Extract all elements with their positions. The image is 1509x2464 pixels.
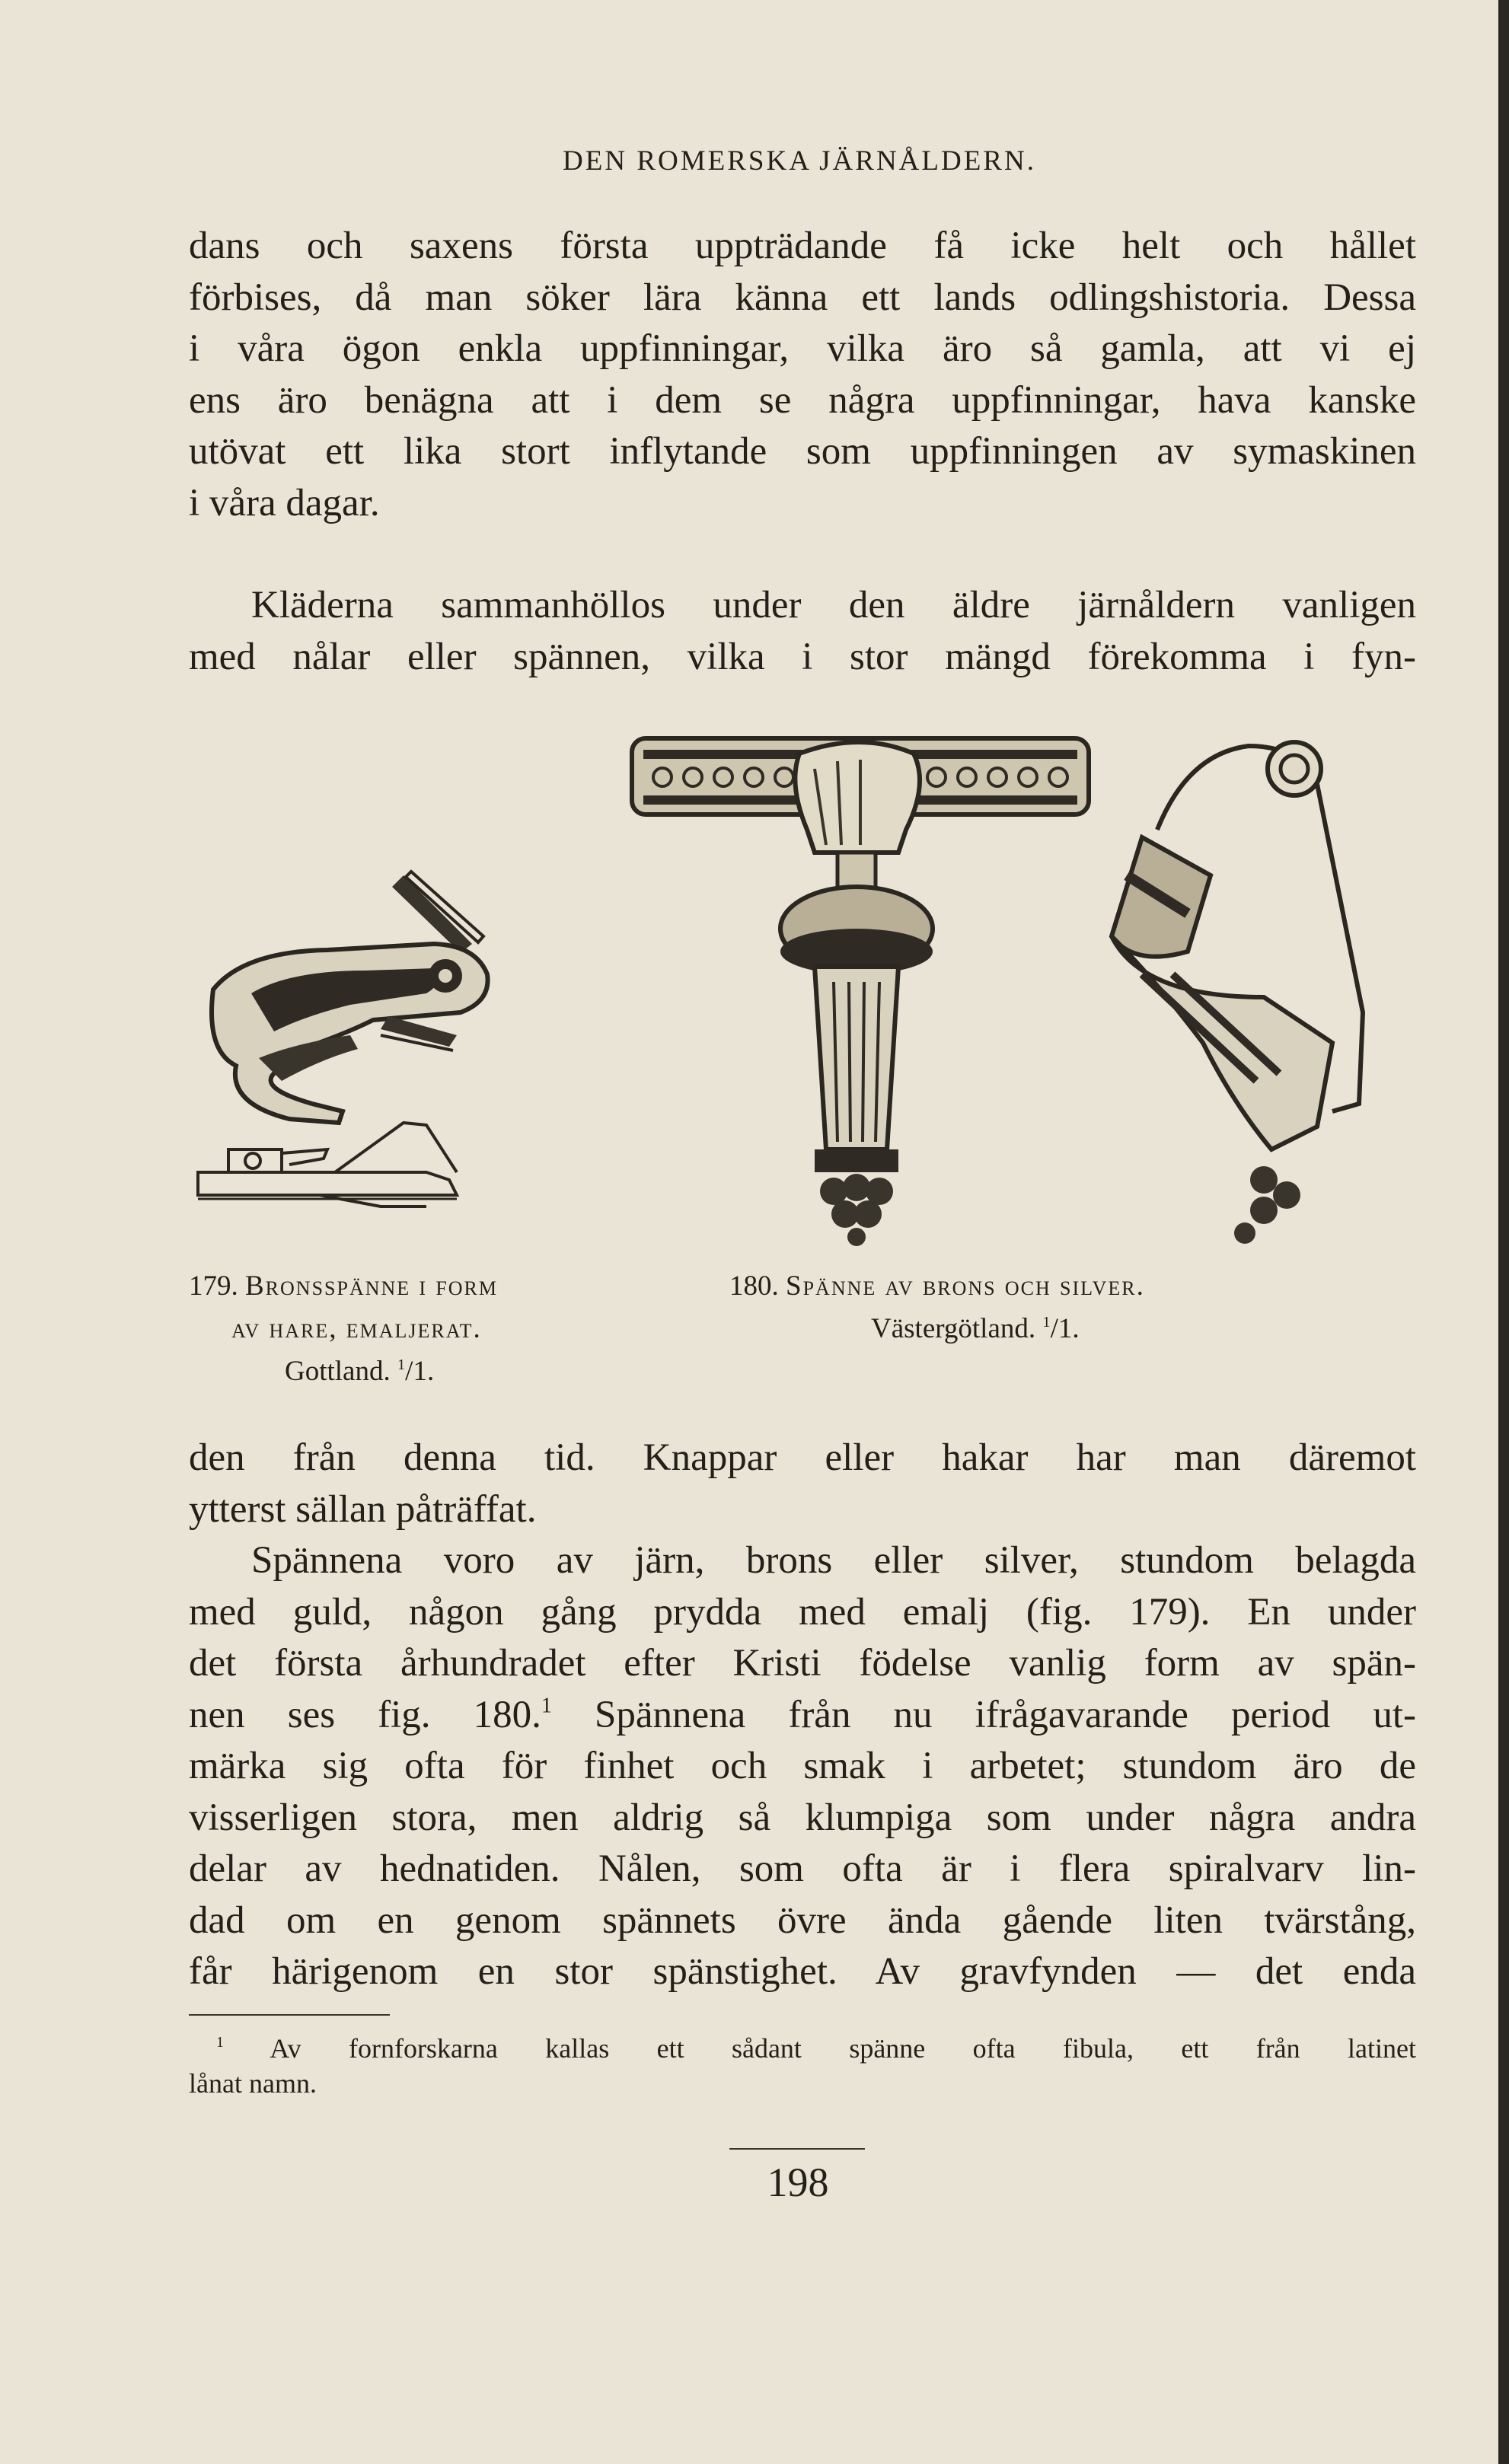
caption-line <box>189 1308 498 1350</box>
caption-line <box>189 1265 498 1308</box>
caption-line <box>729 1265 1145 1308</box>
text-line: Spännena voro av järn, brons eller silver, stundom belagda <box>251 1539 1416 1582</box>
footnote-text: Av fornforskarna kallas ett sådant spänne ofta fibula, ett från latinet <box>270 2033 1416 2064</box>
paragraph-1 <box>189 221 1416 529</box>
paragraph-3 <box>189 1433 1416 1998</box>
fibula-illustration <box>609 723 1431 1256</box>
text-line: med guld, någon gång prydda med emalj (fig. 179). En under <box>189 1590 1416 1634</box>
text-line: dad om en genom spännets övre ända gående liten tvärstång, <box>189 1898 1416 1942</box>
figure-179-caption <box>189 1265 498 1393</box>
text-line: med nålar eller spännen, vilka i stor mängd förekomma i fyn- <box>189 635 1416 678</box>
text-line: förbises, då man söker lära känna ett lands odlingshistoria. Dessa <box>189 276 1416 319</box>
footnote-line: lånat namn. <box>189 2068 317 2099</box>
figure-180-fibula <box>609 723 1431 1256</box>
text-line: i våra dagar. <box>189 481 380 524</box>
figure-place: Gottland. <box>285 1356 391 1387</box>
text-line: den från denna tid. Knappar eller hakar har man däremot <box>189 1436 1416 1479</box>
caption-title: Bronsspänne i form <box>245 1270 499 1302</box>
text-line: dans och saxens första uppträdande få icke helt och hållet <box>189 225 1416 267</box>
caption-title-continued: av hare, emaljerat. <box>231 1313 482 1344</box>
figure-180-caption <box>729 1265 1145 1350</box>
footnote-reference: 1 <box>541 1693 552 1717</box>
figure-place: Västergötland. <box>871 1313 1036 1344</box>
text-line: ens äro benägna att i dem se några uppfinningar, hava kanske <box>189 378 1416 422</box>
text-line: utövat ett lika stort inflytande som uppfinningen av symaskinen <box>189 430 1416 473</box>
footnote-rule <box>189 2014 390 2016</box>
page-number: 198 <box>767 2160 829 2205</box>
figure-number: 180. <box>729 1270 779 1302</box>
caption-line: Gottland. $^1$/1. <box>285 1356 435 1387</box>
text-line: visserligen stora, men aldrig så klumpiga som under några andra <box>189 1796 1416 1839</box>
footnote <box>189 2031 1416 2101</box>
footnote-line <box>189 2031 1416 2066</box>
text-line: Kläderna sammanhöllos under den äldre järnåldern vanligen <box>251 584 1416 626</box>
text-line: i våra ögon enkla uppfinningar, vilka äro så gamla, att vi ej <box>189 327 1416 370</box>
page-number-rule <box>729 2148 865 2150</box>
page-edge <box>1498 0 1509 2464</box>
hare-brooch-illustration <box>183 860 594 1241</box>
caption-title: Spänne av brons och silver. <box>786 1270 1145 1302</box>
text-fragment: nen ses fig. 180. <box>189 1693 541 1736</box>
caption-line: Västergötland. $^1$/1. <box>871 1313 1080 1344</box>
text-line: delar av hednatiden. Nålen, som ofta är i flera spiralvarv lin- <box>189 1847 1416 1890</box>
paragraph-2 <box>189 580 1416 683</box>
figure-number: 179. <box>189 1270 238 1302</box>
scale-numerator: 1 <box>397 1356 406 1373</box>
text-fragment: Spännena från nu ifrågavarande period ut- <box>594 1693 1417 1736</box>
text-line: det första århundradet efter Kristi födelse vanlig form av spän- <box>189 1642 1416 1685</box>
scale-numerator: 1 <box>1042 1313 1051 1331</box>
footnote-marker: 1 <box>216 2034 224 2051</box>
text-line: ytterst sällan påträffat. <box>189 1487 537 1531</box>
scale-denominator: 1. <box>1058 1313 1080 1344</box>
scale-denominator: 1. <box>413 1356 435 1387</box>
text-line: märka sig ofta för finhet och smak i arbetet; stundom äro de <box>189 1745 1416 1787</box>
text-line-with-footnote <box>189 1690 1416 1742</box>
text-line: får härigenom en stor spänstighet. Av gravfynden — det enda <box>189 1950 1416 1993</box>
running-head: DEN ROMERSKA JÄRNÅLDERN. <box>563 145 1036 177</box>
figure-179-hare-brooch <box>183 860 594 1241</box>
